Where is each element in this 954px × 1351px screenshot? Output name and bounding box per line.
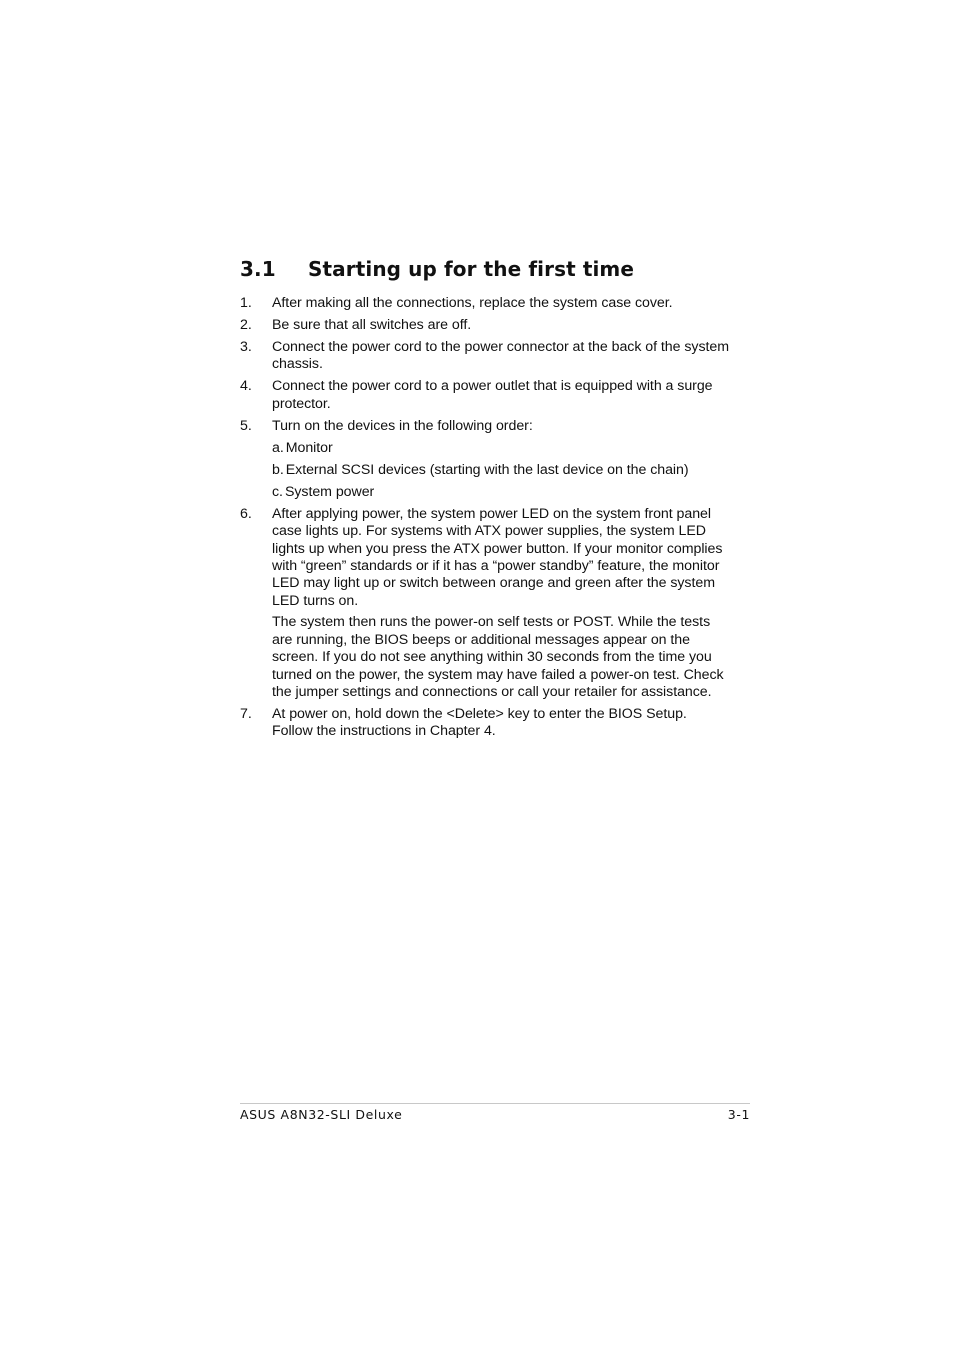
sub-item-letter: c.: [272, 483, 283, 500]
sub-list-item: [272, 440, 730, 457]
steps-list: [240, 295, 730, 745]
list-item: [240, 339, 730, 374]
step-number: 1.: [240, 295, 252, 311]
sub-item-text: Monitor: [285, 439, 333, 456]
list-item: [240, 295, 730, 312]
list-item: [240, 706, 730, 741]
step-number: 4.: [240, 378, 252, 395]
page-footer: [240, 1103, 750, 1123]
step-number: 2.: [240, 317, 252, 333]
sub-list-item: [272, 462, 730, 479]
step-text: Connect the power cord to a power outlet that is equipped with a surge protector.: [272, 378, 713, 412]
section-title: Starting up for the first time: [308, 257, 635, 281]
step-text: Connect the power cord to the power connector at the back of the system chassis.: [272, 339, 730, 373]
list-item: [240, 317, 730, 334]
step-number: 5.: [240, 417, 252, 434]
footer-product-name: ASUS A8N32-SLI Deluxe: [240, 1107, 403, 1122]
sub-item-letter: b.: [272, 461, 284, 478]
step-text: Turn on the devices in the following order:: [272, 417, 533, 434]
step-number: 3.: [240, 339, 252, 355]
step-text: After making all the connections, replace the system case cover.: [272, 295, 673, 311]
step-text: At power on, hold down the <Delete> key to enter the BIOS Setup. Follow the instructions in Chapter 4.: [272, 706, 687, 740]
sub-item-text: System power: [284, 483, 375, 500]
section-heading: [240, 256, 634, 282]
sub-list-item: [272, 484, 730, 501]
section-number: 3.1: [240, 257, 276, 281]
sub-item-letter: a.: [272, 439, 284, 456]
step-text: The system then runs the power-on self tests or POST. While the tests are running, the BIOS beeps or additional messages appear on the screen. If you do not see anything within 30 seconds from the time you turned on the power, the system may have failed a power-on test. Check the jumper settings and connections or call your retailer for assistance.: [272, 614, 724, 701]
list-item: [240, 506, 730, 702]
step-number: 7.: [240, 706, 252, 723]
step-number: 6.: [240, 505, 252, 522]
step-text: After applying power, the system power LED on the system front panel case lights up. For systems with ATX power supplies, the system LED lights up when you press the ATX power button. If your monitor complies with “green” standards or if it has a “power standby” feature, the monitor LED may light up or switch between orange and green after the system LED turns on.: [272, 505, 723, 609]
list-item: [240, 418, 730, 501]
step-text: Be sure that all switches are off.: [272, 317, 472, 333]
footer-page-number: 3-1: [727, 1107, 750, 1122]
list-item: [240, 378, 730, 413]
sub-list: [272, 440, 730, 501]
sub-item-text: External SCSI devices (starting with the last device on the chain): [285, 461, 689, 478]
